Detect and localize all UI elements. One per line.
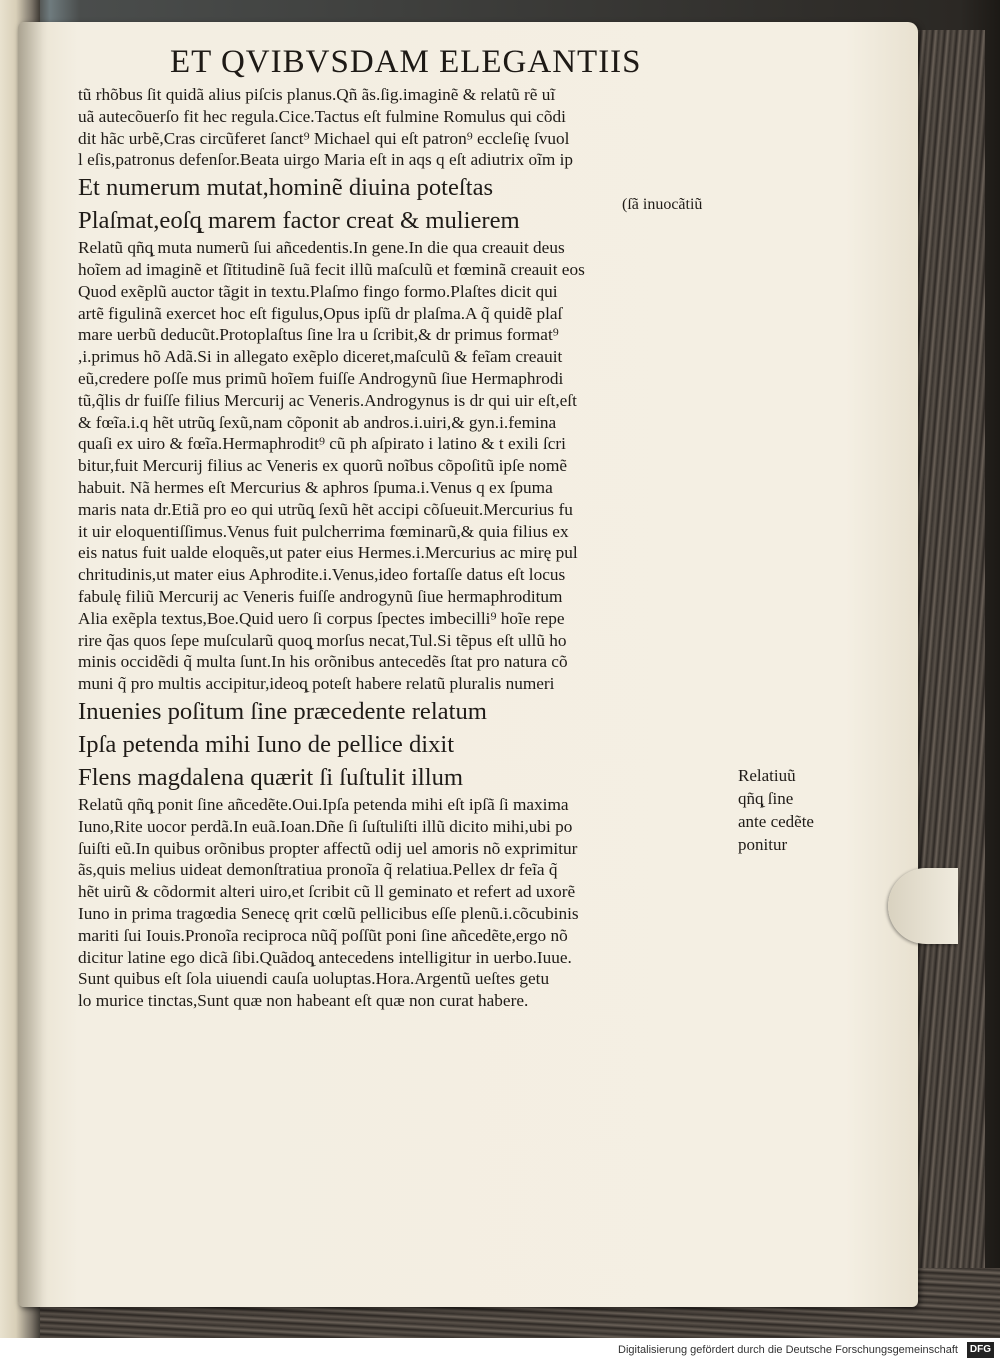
text-line: Quod exẽplũ auctor tãgit in textu.Plaſmo fingo formo.Plaſtes dicit qui bbox=[78, 281, 558, 301]
verse-line: Ipſa petenda mihi Iuno de pellice dixit bbox=[78, 730, 455, 758]
text-line: dit hãc urbẽ,Cras circũferet ſanct⁹ Michael qui eſt patron⁹ eccleſię ſvuol bbox=[78, 128, 570, 148]
verse-line: Et numerum mutat,hominẽ diuina poteſtas bbox=[78, 174, 494, 202]
verse-line: Inuenies poſitum ſine præcedente relatum bbox=[78, 697, 487, 725]
text-line: tũ,q̃lis dr fuiſſe filius Mercurij ac Veneris.Androgynus is dr qui uir eſt,eſt bbox=[78, 390, 577, 410]
text-line: rire q̃as quos ſepe muſcularũ quoq̨ morſus necat,Tul.Si tẽpus eſt ullũ ho bbox=[78, 630, 567, 650]
verse-line: Flens magdalena quærit ſi ſuſtulit illum bbox=[78, 763, 464, 791]
text-line: Iuno in prima tragœdia Senecę qrit cœlũ pellicibus eſſe plenũ.i.cõcubinis bbox=[78, 903, 579, 923]
text-line: bitur,fuit Mercurij filius ac Veneris ex quorũ noĩbus cõpoſitũ ipſe nomẽ bbox=[78, 456, 568, 476]
footer-bar bbox=[0, 1338, 1000, 1364]
side-note-line: ponitur bbox=[738, 835, 788, 854]
text-line: mariti ſui Iouis.Pronoĩa reciproca nũq̃ poſſũt poni ſine añcedẽte,ergo nõ bbox=[78, 925, 568, 945]
text-line: fabulę filiũ Mercurij ac Veneris fuiſſe androgynũ ſiue hermaphroditum bbox=[78, 586, 563, 606]
dfg-logo: DFG bbox=[967, 1342, 994, 1358]
running-title: ET QVIBVSDAM ELEGANTIIS bbox=[170, 44, 642, 80]
text-line: minis occidẽdi q̃ multa ſunt.In his orõnibus antecedẽs ſtat pro natura cõ bbox=[78, 652, 568, 672]
text-line: lo murice tinctas,Sunt quæ non habeant eſt quæ non curat habere. bbox=[78, 991, 529, 1011]
book-cover-board bbox=[915, 30, 985, 1330]
text-line: quaſi ex uiro & fœĩa.Hermaphrodit⁹ cũ ph aſpirato i latino & t exili ſcri bbox=[78, 434, 566, 454]
text-line: it uir eloquentiſſimus.Venus fuit pulcherrima fœminarũ,& quia filius ex bbox=[78, 521, 569, 541]
side-note-line: qñq̨ ſine bbox=[738, 789, 794, 808]
text-line: l eſis,patronus defenſor.Beata uirgo Maria eſt in aqs q eſt adiutrix oĩm ip bbox=[78, 150, 574, 170]
text-line: ſuiſti eũ.In quibus orõnibus propter affectũ odij uel amoris nõ exprimitur bbox=[78, 838, 578, 858]
text-line: dicitur latine ego dicã ſibi.Quãdoq̨ antecedens intelligitur in uerbo.Iuue. bbox=[78, 947, 572, 967]
text-line: habuit. Nã hermes eſt Mercurius & aphros ſpuma.i.Venus q ex ſpuma bbox=[78, 477, 553, 497]
text-line: Relatũ qñq̨ muta numerũ ſui añcedentis.In gene.In die qua creauit deus bbox=[78, 238, 565, 258]
side-note bbox=[738, 764, 814, 856]
text-line: ,i.primus hõ Adã.Si in allegato exẽplo diceret,maſculũ & feĩam creauit bbox=[78, 347, 563, 367]
text-line: mare uerbũ deducũt.Protoplaſtus ſine lra u ſcribit,& dr primus format⁹ bbox=[78, 325, 559, 345]
side-note-line: Relatiuũ bbox=[738, 766, 796, 785]
text-line: artẽ figulinã exercet hoc eſt figulus,Opus ipſũ dr plaſma.A q̃ quidẽ plaſ bbox=[78, 303, 563, 323]
footer-credit: Digitalisierung gefördert durch die Deutsche Forschungsgemeinschaft bbox=[618, 1344, 958, 1356]
text-line: hoĩem ad imaginẽ et ſĩtitudinẽ ſuã fecit illũ maſculũ et fœminã creauit eos bbox=[78, 259, 585, 279]
page-clip bbox=[888, 868, 958, 944]
side-note-line: ante cedẽte bbox=[738, 812, 814, 831]
text-line: tũ rhõbus ſit quidã alius piſcis planus.Qñ ãs.ſig.imaginẽ & relatũ rẽ uĩ bbox=[78, 85, 556, 104]
text-line: muni q̃ pro multis accipitur,ideoq̨ poteſt habere relatũ pluralis numeri bbox=[78, 674, 555, 694]
text-line: & fœĩa.i.q hẽt utrũq̨ ſexũ,nam cõponit ab andros.i.uiri,& gyn.i.femina bbox=[78, 412, 557, 432]
text-line: maris nata dr.Etiã pro eo qui utrũq̨ ſexũ hẽt accipi cõſueuit.Mercurius fu bbox=[78, 499, 573, 519]
text-line: Relatũ qñq̨ ponit ſine añcedẽte.Oui.Ipſa petenda mihi eſt ipſã ſi maxima bbox=[78, 794, 569, 814]
text-line: ãs,quis melius uideat demonſtratiua pronoĩa q̃ relatiua.Pellex dr feĩa q̃ bbox=[78, 860, 558, 880]
text-line: uã autecõuerſo fit hec regula.Cice.Tactus eſt fulmine Romulus qui cõdi bbox=[78, 106, 566, 126]
text-line: chritudinis,ut mater eius Aphrodite.i.Venus,ideo fortaſſe datus eſt locus bbox=[78, 565, 566, 585]
text-line: hẽt uirũ & cõdormit alteri uiro,et ſcribit cũ ll geminato et refert ad uxorẽ bbox=[78, 882, 576, 902]
text-line: eũ,credere poſſe mus primũ hoĩem fuiſſe Androgynũ ſiue Hermaphrodi bbox=[78, 368, 564, 388]
margin-note-invocation: (ſã inuocãtiũ bbox=[622, 196, 703, 213]
text-line: Iuno,Rite uocor perdã.In euã.Ioan.Dñe ſi ſuſtuliſti illũ dicito mihi,ubi po bbox=[78, 816, 573, 836]
text-line: Alia exẽpla textus,Boe.Quid uero ſi corpus ſpectes imbecilli⁹ hoĩe repe bbox=[78, 608, 565, 628]
text-block bbox=[78, 84, 778, 1012]
gutter-shadow bbox=[18, 22, 48, 1307]
verse-line: Plaſmat,eoſq̨ marem factor creat & mulierem bbox=[78, 207, 520, 235]
text-line: eis natus fuit ualde eloquẽs,ut pater eius Hermes.i.Mercurius ac mirę pul bbox=[78, 543, 578, 563]
text-line: Sunt quibus eſt ſola uiuendi cauſa uoluptas.Hora.Argentũ ueſtes getu bbox=[78, 969, 550, 989]
